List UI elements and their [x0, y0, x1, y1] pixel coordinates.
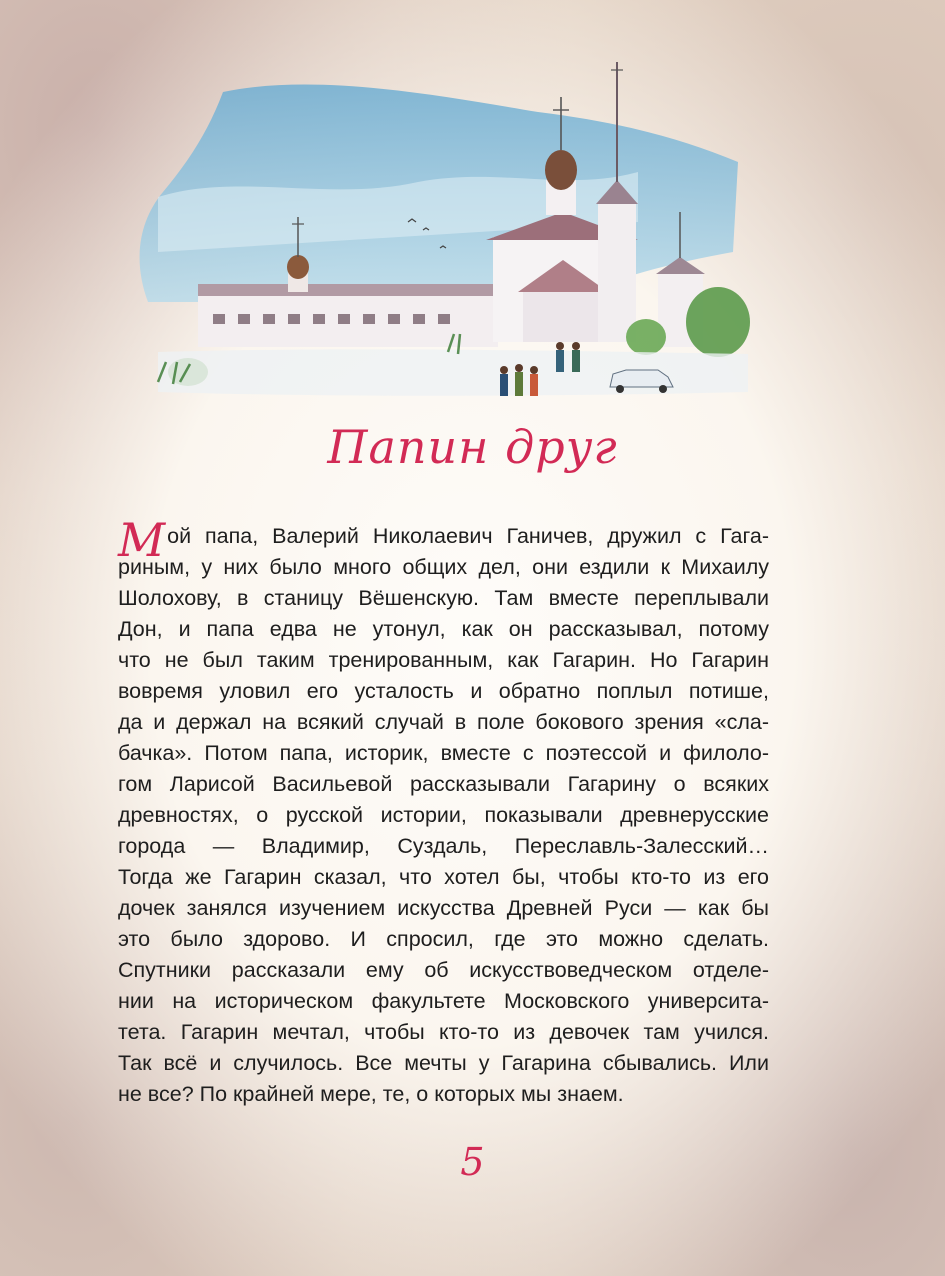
watercolor-illustration-suzdal-church [118, 52, 758, 422]
text-line-5: что не был таким тренированным, как Гагарин. Но Гагарин [118, 648, 769, 672]
text-line-14: это было здорово. И спросил, где это можно сделать. [118, 927, 769, 951]
chapter-body-text [118, 513, 769, 1110]
page-number: 5 [460, 1140, 485, 1184]
dropcap-letter: М [118, 513, 166, 567]
text-line-19: не все? По крайней мере, те, о которых мы знаем. [118, 1082, 624, 1106]
text-line-1: Мой папа, Валерий Николаевич Ганичев, дружил с Гага- [118, 513, 769, 567]
text-line-7: да и держал на всякий случай в поле бокового зрения «сла- [118, 710, 769, 734]
text-line-2: риным, у них было много общих дел, они ездили к Михаилу [118, 555, 769, 579]
text-line-10: древностях, о русской истории, показывали древнерусские [118, 803, 769, 827]
chapter-title: Папин друг [327, 420, 618, 474]
text-line-3: Шолохову, в станицу Вёшенскую. Там вместе переплывали [118, 586, 769, 610]
text-line-13: дочек занялся изучением искусства Древней Руси — как бы [118, 896, 769, 920]
text-line-15: Спутники рассказали ему об искусствоведческом отделе- [118, 958, 769, 982]
text-line-17: тета. Гагарин мечтал, чтобы кто-то из девочек там учился. [118, 1020, 769, 1044]
text-line-6: вовремя уловил его усталость и обратно поплыл потише, [118, 679, 769, 703]
text-line-8: бачка». Потом папа, историк, вместе с поэтессой и филоло- [118, 741, 769, 765]
text-line-18: Так всё и случилось. Все мечты у Гагарина сбывались. Или [118, 1051, 769, 1075]
text-line-16: нии на историческом факультете Московского университа- [118, 989, 769, 1013]
text-line-12: Тогда же Гагарин сказал, что хотел бы, чтобы кто-то из его [118, 865, 769, 889]
text-line-4: Дон, и папа едва не утонул, как он рассказывал, потому [118, 617, 769, 641]
text-line-9: гом Ларисой Васильевой рассказывали Гагарину о всяких [118, 772, 769, 796]
text-line-11: города — Владимир, Суздаль, Переславль-Залесский… [118, 834, 769, 858]
